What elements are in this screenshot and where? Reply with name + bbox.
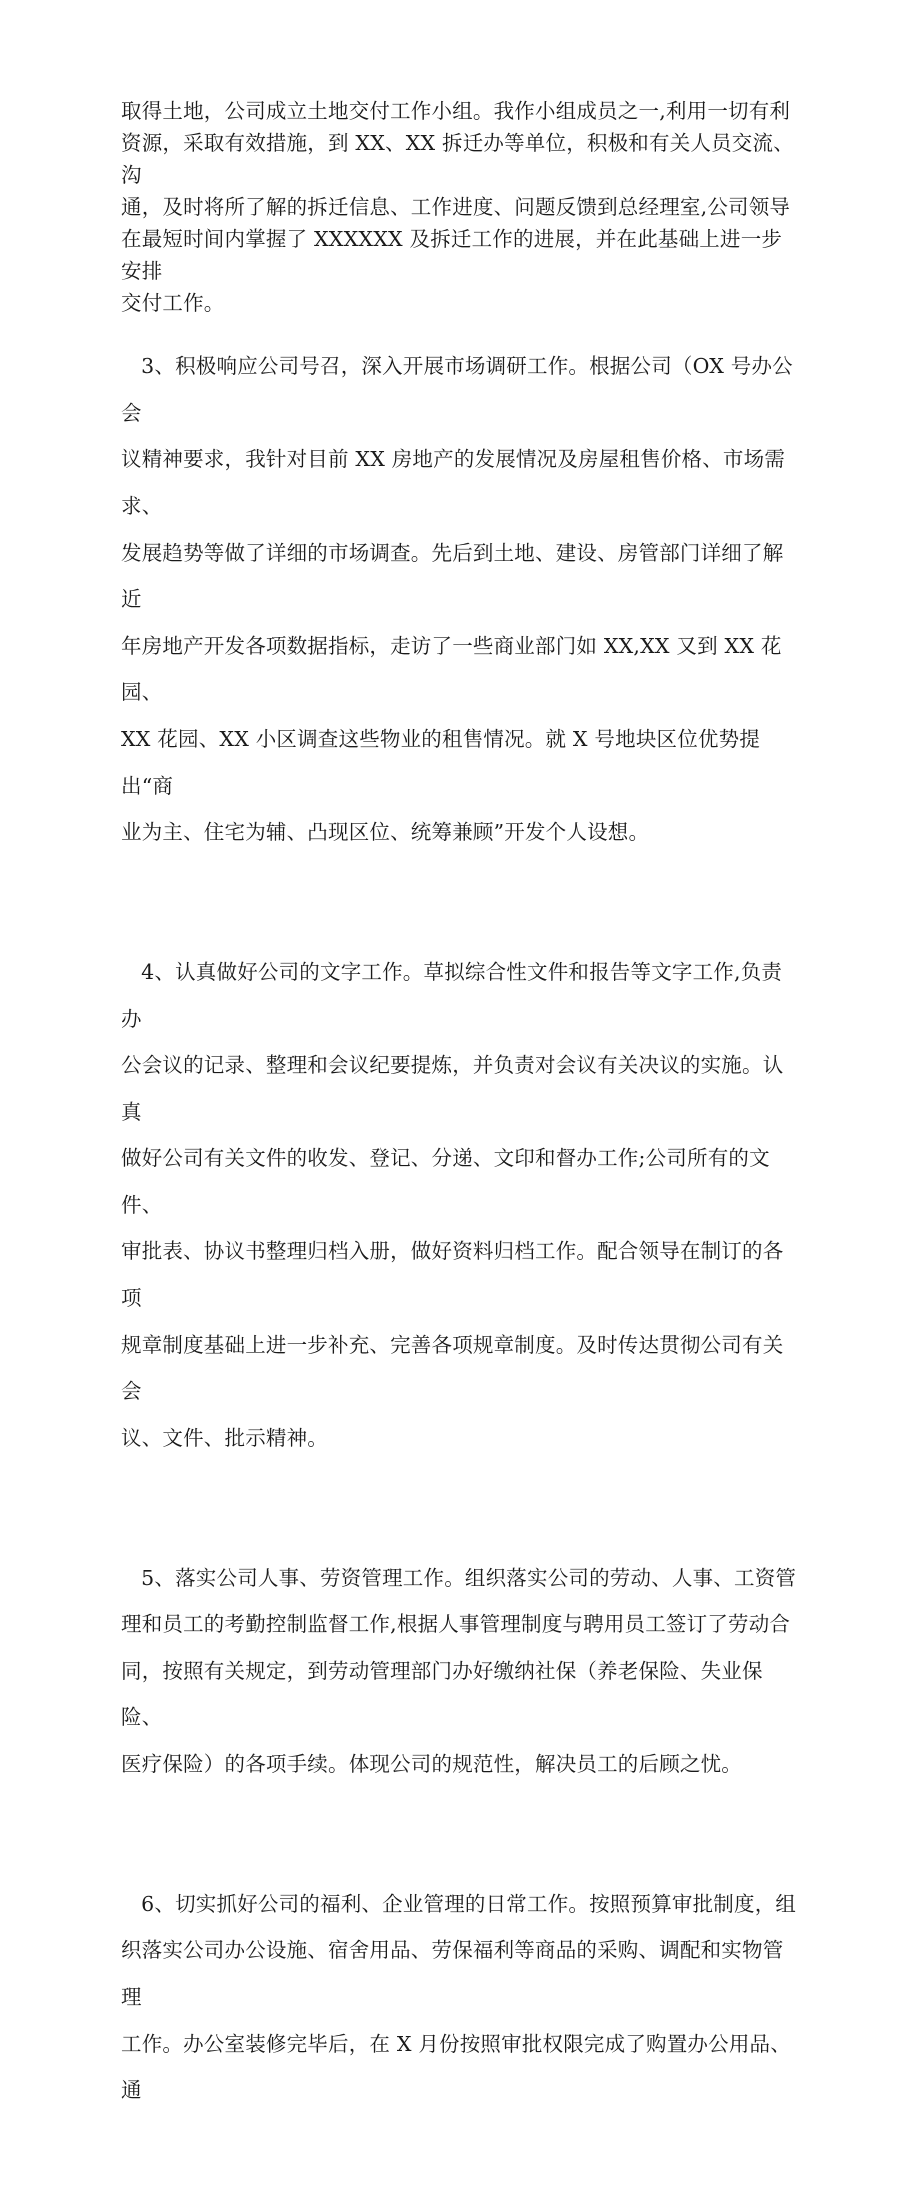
- paragraph-writing-work: 4、认真做好公司的文字工作。草拟综合性文件和报告等文字工作,负责办 公会议的记录、整理和会议纪要提炼，并负责对会议有关决议的实施。认真 做好公司有关文件的收发、登记、分递、文印和督办工作;公司所有的文件、 审批表、协议书整理归档入册，做好资料归档工作。配合领导在制订的各项 规章制度基础上进一步补充、完善各项规章制度。及时传达贯彻公司有关会 议、文件、批示精神。: [121, 959, 784, 1450]
- paragraph-market-research: 3、积极响应公司号召，深入开展市场调研工作。根据公司（OX 号办公会 议精神要求，我针对目前 XX 房地产的发展情况及房屋租售价格、市场需求、 发展趋势等做了详细的市场调查。先后到土地、建设、房管部门详细了解近 年房地产开发各项数据指标，走访了一些商业部门如 XX,XX 又到 XX 花园、 XX 花园、XX 小区调查这些物业的租售情况。就 X 号地块区位优势提出“商 业为主、住宅为辅、凸现区位、统筹兼顾”开发个人设想。: [121, 354, 793, 845]
- body-paragraphs: [121, 250, 801, 2207]
- intro-paragraph: 取得土地，公司成立土地交付工作小组。我作小组成员之一,利用一切有利 资源，采取有效措施，到 XX、XX 拆迁办等单位，积极和有关人员交流、沟 通，及时将所了解的拆迁信息、工作进度、问题反馈到总经理室,公司领导 在最短时间内掌握了 XXXXXX 及拆迁工作的进展，并在此基础上进一步安排 交付工作。: [121, 99, 794, 315]
- paragraph-welfare: 6、切实抓好公司的福利、企业管理的日常工作。按照预算审批制度，组 织落实公司办公设施、宿舍用品、劳保福利等商品的采购、调配和实物管理 工作。办公室装修完毕后，在 X 月份按照审批权限完成了购置办公用品、通: [121, 1891, 797, 2103]
- paragraph-personnel: 5、落实公司人事、劳资管理工作。组织落实公司的劳动、人事、工资管 理和员工的考勤控制监督工作,根据人事管理制度与聘用员工签订了劳动合 同，按照有关规定，到劳动管理部门办好缴纳社保（养老保险、失业保险、 医疗保险）的各项手续。体现公司的规范性，解决员工的后顾之忧。: [121, 1565, 797, 1776]
